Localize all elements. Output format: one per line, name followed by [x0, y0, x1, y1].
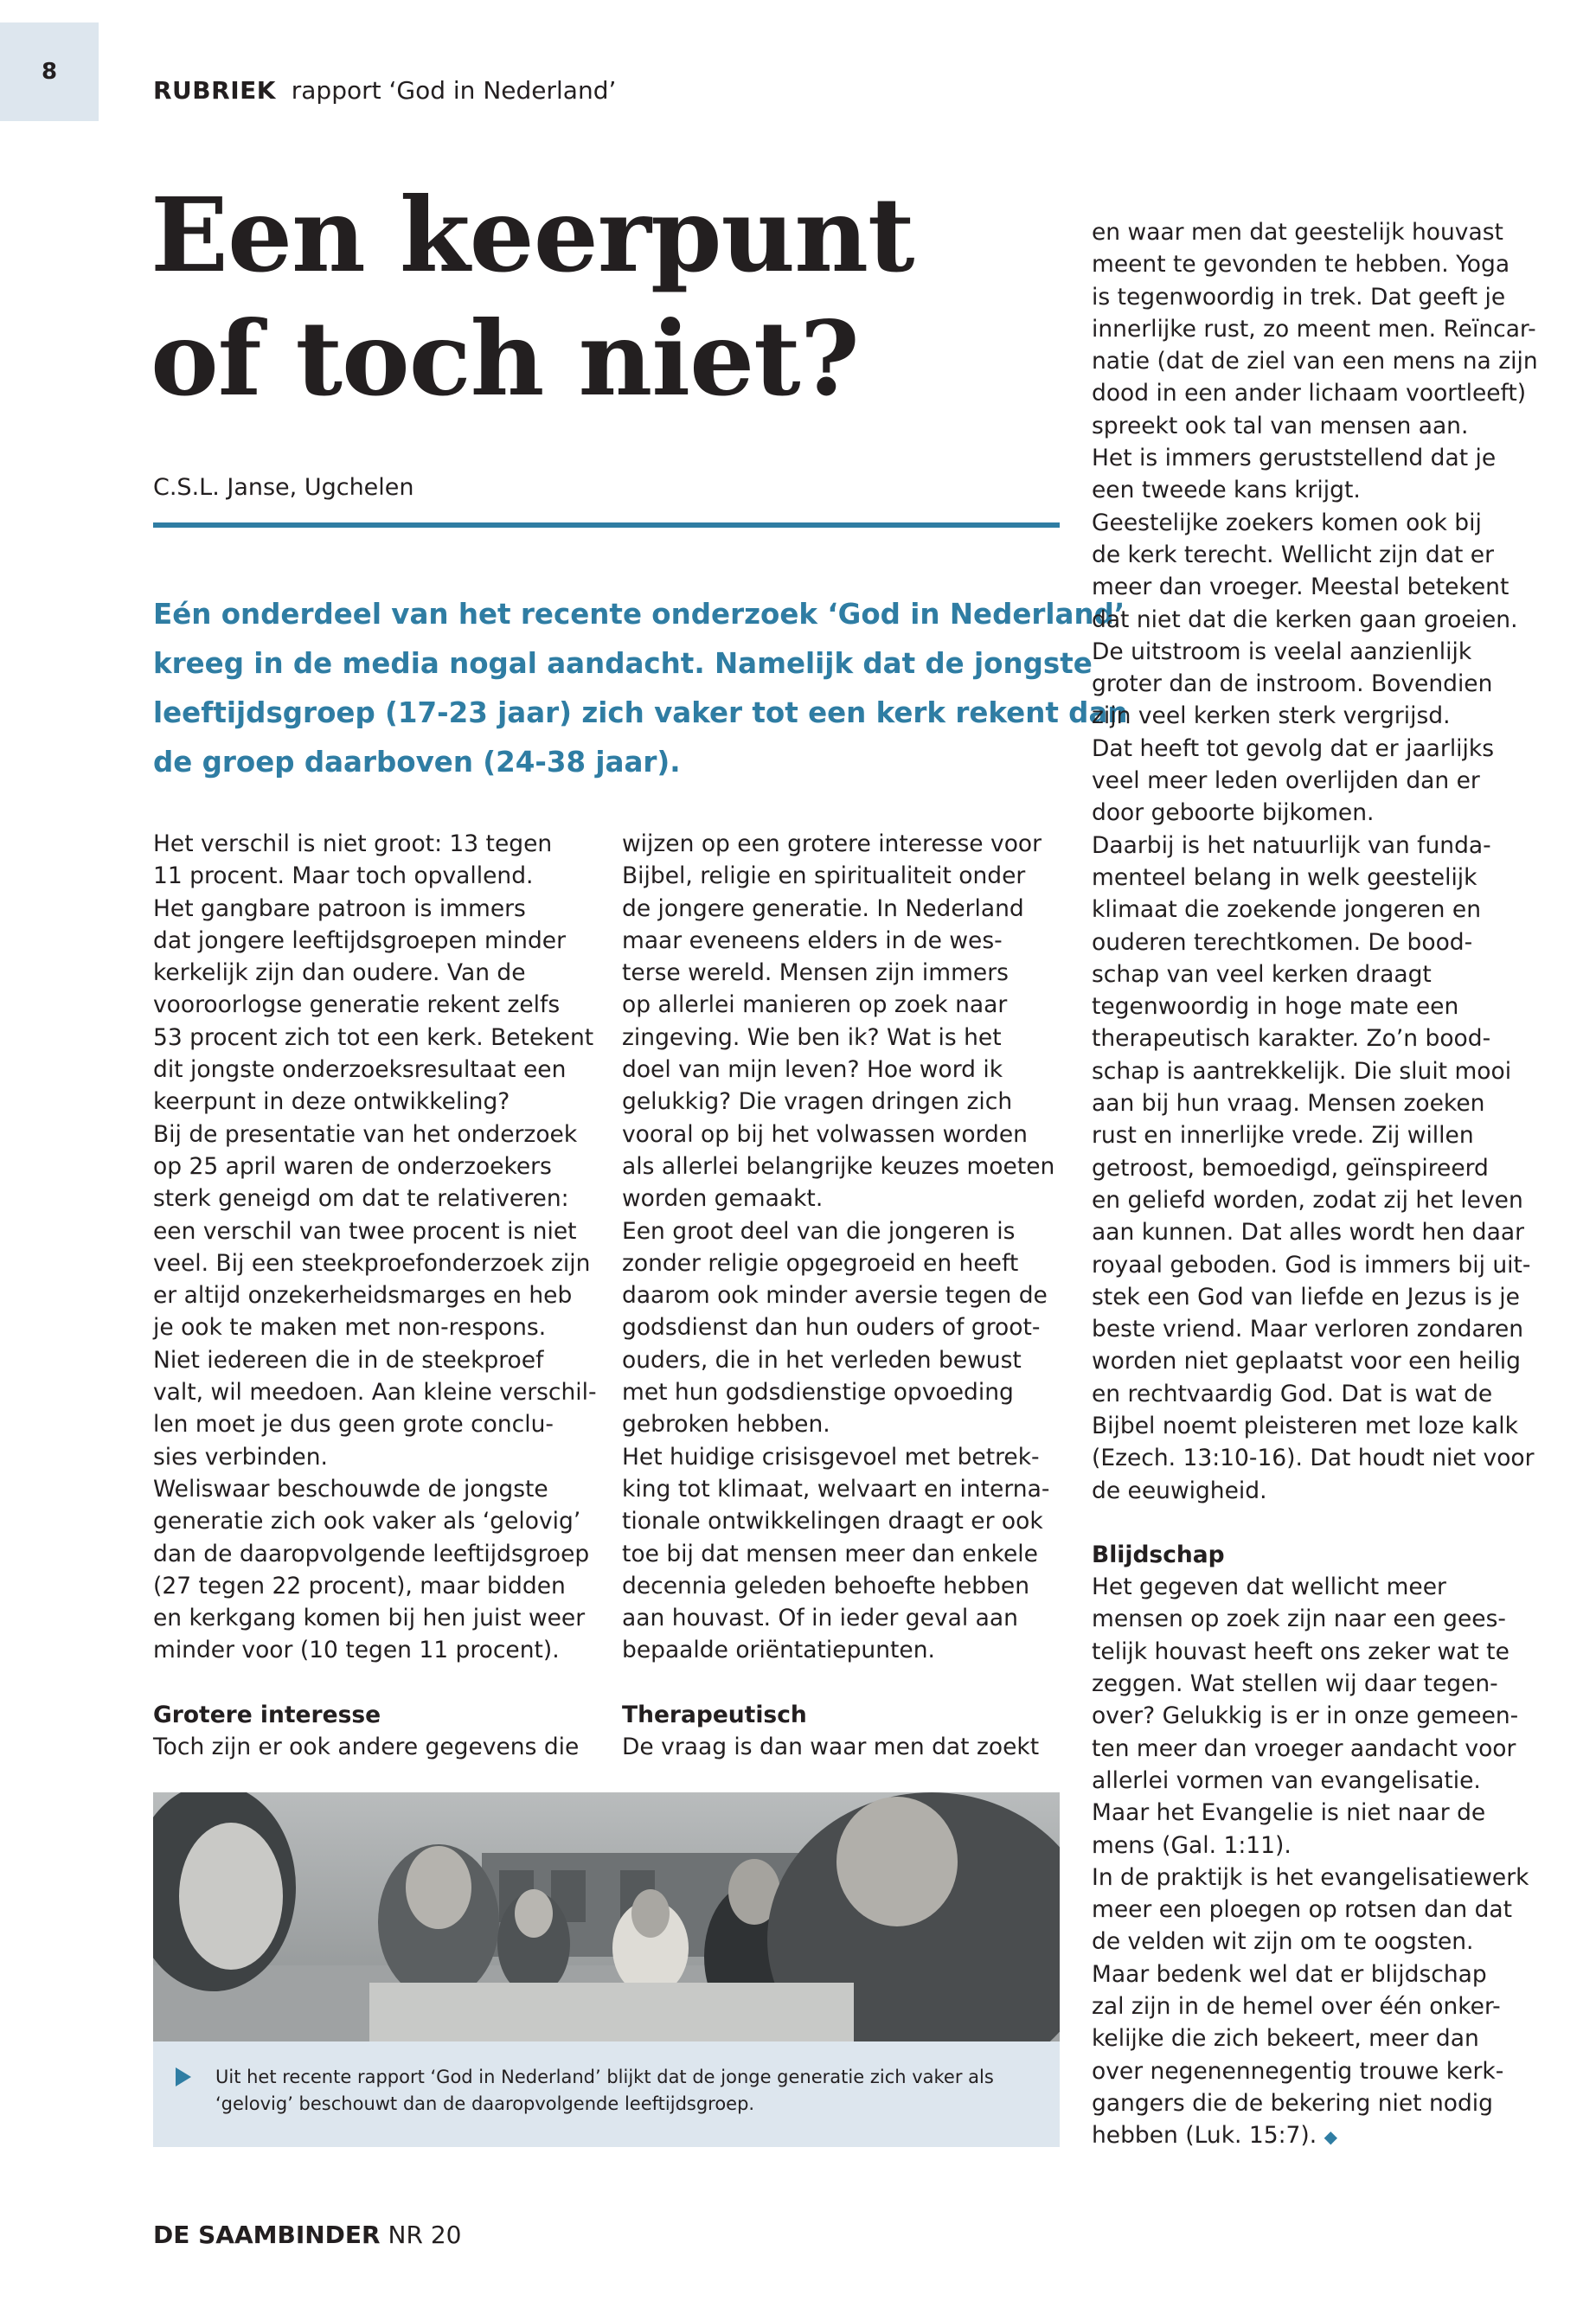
body-line: Bijbel, religie en spiritualiteit onder	[622, 862, 1026, 890]
body-line: menteel belang in welk geestelijk	[1092, 863, 1477, 891]
body-line: gebroken hebben.	[622, 1411, 830, 1439]
body-line: en geliefd worden, zodat zij het leven	[1092, 1186, 1523, 1214]
body-line: klimaat die zoekende jongeren en	[1092, 896, 1481, 924]
caption-line: ‘gelovig’ beschouwt dan de daaropvolgende leeftijdsgroep.	[215, 2093, 755, 2114]
body-line: rust en innerlijke vrede. Zij willen	[1092, 1122, 1474, 1150]
body-line: doel van mijn leven? Hoe word ik	[622, 1056, 1003, 1084]
page-number: 8	[0, 22, 99, 121]
body-line: dat jongere leeftijdsgroepen minder	[153, 926, 566, 954]
body-line: een verschil van twee procent is niet	[153, 1217, 577, 1245]
body-line: schap van veel kerken draagt	[1092, 960, 1432, 988]
body-line: zingeving. Wie ben ik? Wat is het	[622, 1023, 1002, 1051]
body-line: schap is aantrekkelijk. Die sluit mooi	[1092, 1057, 1512, 1085]
body-line: De vraag is dan waar men dat zoekt	[622, 1734, 1040, 1761]
body-line: daarom ook minder aversie tegen de	[622, 1282, 1048, 1310]
caption-text	[215, 2064, 994, 2118]
body-line: Het gegeven dat wellicht meer	[1092, 1574, 1446, 1601]
article-photo	[153, 1792, 1060, 2041]
body-line: kerkelijk zijn dan oudere. Van de	[153, 959, 526, 987]
body-line: Toch zijn er ook andere gegevens die	[153, 1734, 580, 1761]
body-line: In de praktijk is het evangelisatiewerk	[1092, 1863, 1529, 1891]
body-line: de eeuwigheid.	[1092, 1477, 1267, 1504]
title-divider	[153, 522, 1060, 528]
intro-lead	[153, 590, 1128, 787]
body-line: vooral op bij het volwassen worden	[622, 1120, 1028, 1148]
body-line: natie (dat de ziel van een mens na zijn	[1092, 348, 1538, 375]
body-line: meent te gevonden te hebben. Yoga	[1092, 251, 1510, 279]
body-line: een tweede kans krijgt.	[1092, 477, 1361, 504]
body-line: Het gangbare patroon is immers	[153, 894, 526, 922]
body-line: aan kunnen. Dat alles wordt hen daar	[1092, 1219, 1524, 1247]
body-line: je ook te maken met non-respons.	[153, 1314, 547, 1342]
body-line: allerlei vormen van evangelisatie.	[1092, 1766, 1481, 1794]
body-line: met hun godsdienstige opvoeding	[622, 1379, 1014, 1407]
footer	[153, 2221, 461, 2249]
body-line: sterk geneigd om dat te relativeren:	[153, 1185, 569, 1213]
body-line: De uitstroom is veelal aanzienlijk	[1092, 638, 1472, 665]
body-line: Het is immers geruststellend dat je	[1092, 445, 1497, 472]
body-line: (Ezech. 13:10-16). Dat houdt niet voor	[1092, 1445, 1535, 1472]
body-line: Bijbel noemt pleisteren met loze kalk	[1092, 1412, 1518, 1439]
body-line: getroost, bemoedigd, geïnspireerd	[1092, 1154, 1489, 1182]
subheading: Blijdschap	[1092, 1541, 1225, 1568]
body-line: Dat heeft tot gevolg dat er jaarlijks	[1092, 734, 1495, 762]
body-line: gangers die de bekering niet nodig	[1092, 2089, 1493, 2117]
body-line: king tot klimaat, welvaart en interna-	[622, 1475, 1050, 1503]
title-line: Een keerpunt	[151, 175, 914, 295]
body-line: en waar men dat geestelijk houvast	[1092, 219, 1503, 246]
body-line: en rechtvaardig God. Dat is wat de	[1092, 1380, 1493, 1407]
body-line: 53 procent zich tot een kerk. Betekent	[153, 1023, 594, 1051]
subheading: Therapeutisch	[622, 1701, 807, 1728]
body-line: ouders, die in het verleden bewust	[622, 1346, 1022, 1374]
footer-brand: DE SAAMBINDER	[153, 2221, 381, 2249]
body-line: gelukkig? Die vragen dringen zich	[622, 1088, 1013, 1116]
body-line: aan bij hun vraag. Mensen zoeken	[1092, 1090, 1485, 1118]
body-line: Geestelijke zoekers komen ook bij	[1092, 509, 1482, 536]
body-line: op allerlei manieren op zoek naar	[622, 991, 1008, 1019]
end-mark-icon: ◆	[1324, 2126, 1337, 2148]
body-line: worden niet geplaatst voor een heilig	[1092, 1348, 1521, 1375]
body-line: minder voor (10 tegen 11 procent).	[153, 1637, 560, 1664]
title-line: of toch niet?	[151, 298, 859, 419]
body-line: Bij de presentatie van het onderzoek	[153, 1120, 578, 1148]
body-line: Niet iedereen die in de steekproef	[153, 1346, 544, 1374]
photo-illustration	[153, 1792, 1060, 2041]
article-title	[151, 173, 1059, 420]
body-line: ouderen terechtkomen. De bood-	[1092, 928, 1473, 956]
body-column-2	[622, 828, 1072, 1763]
body-column-3	[1092, 216, 1559, 2154]
body-line: generatie zich ook vaker als ‘gelovig’	[153, 1508, 581, 1535]
body-line: tegenwoordig in hoge mate een	[1092, 993, 1459, 1021]
body-line: veel. Bij een steekproefonderzoek zijn	[153, 1249, 591, 1277]
body-line: zal zijn in de hemel over één onker-	[1092, 1993, 1501, 2021]
intro-line: de groep daarboven (24-38 jaar).	[153, 746, 681, 779]
body-line: meer een ploegen op rotsen dan dat	[1092, 1896, 1513, 1924]
body-line: Weliswaar beschouwde de jongste	[153, 1475, 548, 1503]
body-line: veel meer leden overlijden dan er	[1092, 767, 1480, 795]
body-line: dit jongste onderzoeksresultaat een	[153, 1056, 567, 1084]
body-line: bepaalde oriëntatiepunten.	[622, 1637, 935, 1664]
body-line: over? Gelukkig is er in onze gemeen-	[1092, 1702, 1519, 1730]
body-line: aan houvast. Of in ieder geval aan	[622, 1605, 1018, 1632]
author-byline: C.S.L. Janse, Ugchelen	[153, 474, 414, 501]
body-line: de jongere generatie. In Nederland	[622, 894, 1024, 922]
body-line: valt, wil meedoen. Aan kleine verschil-	[153, 1379, 597, 1407]
body-line: Maar bedenk wel dat er blijdschap	[1092, 1960, 1487, 1988]
body-line: kelijke die zich bekeert, meer dan	[1092, 2025, 1479, 2053]
body-line: ten meer dan vroeger aandacht voor	[1092, 1734, 1516, 1762]
body-line: therapeutisch karakter. Zo’n bood-	[1092, 1025, 1491, 1053]
body-line: len moet je dus geen grote conclu-	[153, 1411, 554, 1439]
body-line: worden gemaakt.	[622, 1185, 824, 1213]
body-line: zijn veel kerken sterk vergrijsd.	[1092, 702, 1451, 730]
body-line: beste vriend. Maar verloren zondaren	[1092, 1316, 1524, 1343]
body-line: over negenennegentig trouwe kerk-	[1092, 2057, 1504, 2085]
body-line: 11 procent. Maar toch opvallend.	[153, 862, 534, 890]
body-line: de velden wit zijn om te oogsten.	[1092, 1928, 1474, 1956]
body-line: toe bij dat mensen meer dan enkele	[622, 1540, 1038, 1567]
caption-arrow-icon	[176, 2067, 191, 2086]
body-line: meer dan vroeger. Meestal betekent	[1092, 574, 1509, 601]
body-line: er altijd onzekerheidsmarges en heb	[153, 1282, 573, 1310]
body-line: godsdienst dan hun ouders of groot-	[622, 1314, 1041, 1342]
body-line: innerlijke rust, zo meent men. Reïncar-	[1092, 315, 1536, 343]
body-line: Een groot deel van die jongeren is	[622, 1217, 1016, 1245]
body-line: keerpunt in deze ontwikkeling?	[153, 1088, 510, 1116]
body-line: dat niet dat die kerken gaan groeien.	[1092, 606, 1518, 633]
body-line: Daarbij is het natuurlijk van funda-	[1092, 831, 1491, 859]
caption-line: Uit het recente rapport ‘God in Nederland’ blijkt dat de jonge generatie zich vaker als	[215, 2067, 994, 2087]
body-line: zonder religie opgegroeid en heeft	[622, 1249, 1019, 1277]
body-line: spreekt ook tal van mensen aan.	[1092, 412, 1469, 439]
body-line: royaal geboden. God is immers bij uit-	[1092, 1251, 1531, 1279]
body-line: mensen op zoek zijn naar een gees-	[1092, 1606, 1506, 1633]
body-line: telijk houvast heeft ons zeker wat te	[1092, 1638, 1509, 1665]
photo-caption	[153, 2041, 1060, 2147]
body-line: sies verbinden.	[153, 1443, 328, 1471]
body-line: Het verschil is niet groot: 13 tegen	[153, 830, 553, 857]
body-line: Het huidige crisisgevoel met betrek-	[622, 1443, 1040, 1471]
body-line: zeggen. Wat stellen wij daar tegen-	[1092, 1670, 1498, 1698]
section-subtitle: rapport ‘God in Nederland’	[291, 76, 617, 105]
body-line: en kerkgang komen bij hen juist weer	[153, 1605, 586, 1632]
body-line: hebben (Luk. 15:7).	[1092, 2122, 1317, 2150]
subheading: Grotere interesse	[153, 1701, 381, 1728]
body-column-1	[153, 828, 603, 1763]
body-line: de kerk terecht. Wellicht zijn dat er	[1092, 541, 1494, 568]
footer-issue: NR 20	[388, 2221, 462, 2249]
body-line-end	[1092, 2119, 1559, 2153]
body-line: stek een God van liefde en Jezus is je	[1092, 1283, 1520, 1311]
body-line: als allerlei belangrijke keuzes moeten	[622, 1152, 1055, 1180]
body-line: terse wereld. Mensen zijn immers	[622, 959, 1009, 987]
body-line: is tegenwoordig in trek. Dat geeft je	[1092, 283, 1506, 311]
body-line: (27 tegen 22 procent), maar bidden	[153, 1572, 566, 1599]
section-header	[153, 76, 616, 105]
intro-line: kreeg in de media nogal aandacht. Namelijk dat de jongste	[153, 647, 1093, 680]
body-line: decennia geleden behoefte hebben	[622, 1572, 1030, 1599]
body-line: wijzen op een grotere interesse voor	[622, 830, 1042, 857]
body-line: door geboorte bijkomen.	[1092, 799, 1375, 827]
body-line: dood in een ander lichaam voortleeft)	[1092, 380, 1527, 407]
body-line: Maar het Evangelie is niet naar de	[1092, 1799, 1486, 1827]
intro-line: leeftijdsgroep (17-23 jaar) zich vaker tot een kerk rekent dan	[153, 696, 1128, 729]
body-line: dan de daaropvolgende leeftijdsgroep	[153, 1540, 590, 1567]
body-line: tionale ontwikkelingen draagt er ook	[622, 1508, 1043, 1535]
body-line: vooroorlogse generatie rekent zelfs	[153, 991, 561, 1019]
body-line: mens (Gal. 1:11).	[1092, 1831, 1292, 1859]
body-line: groter dan de instroom. Bovendien	[1092, 670, 1493, 698]
body-line: op 25 april waren de onderzoekers	[153, 1152, 552, 1180]
section-label: RUBRIEK	[153, 76, 276, 105]
intro-line: Eén onderdeel van het recente onderzoek ‘God in Nederland’	[153, 598, 1125, 631]
body-line: maar eveneens elders in de wes-	[622, 926, 1003, 954]
